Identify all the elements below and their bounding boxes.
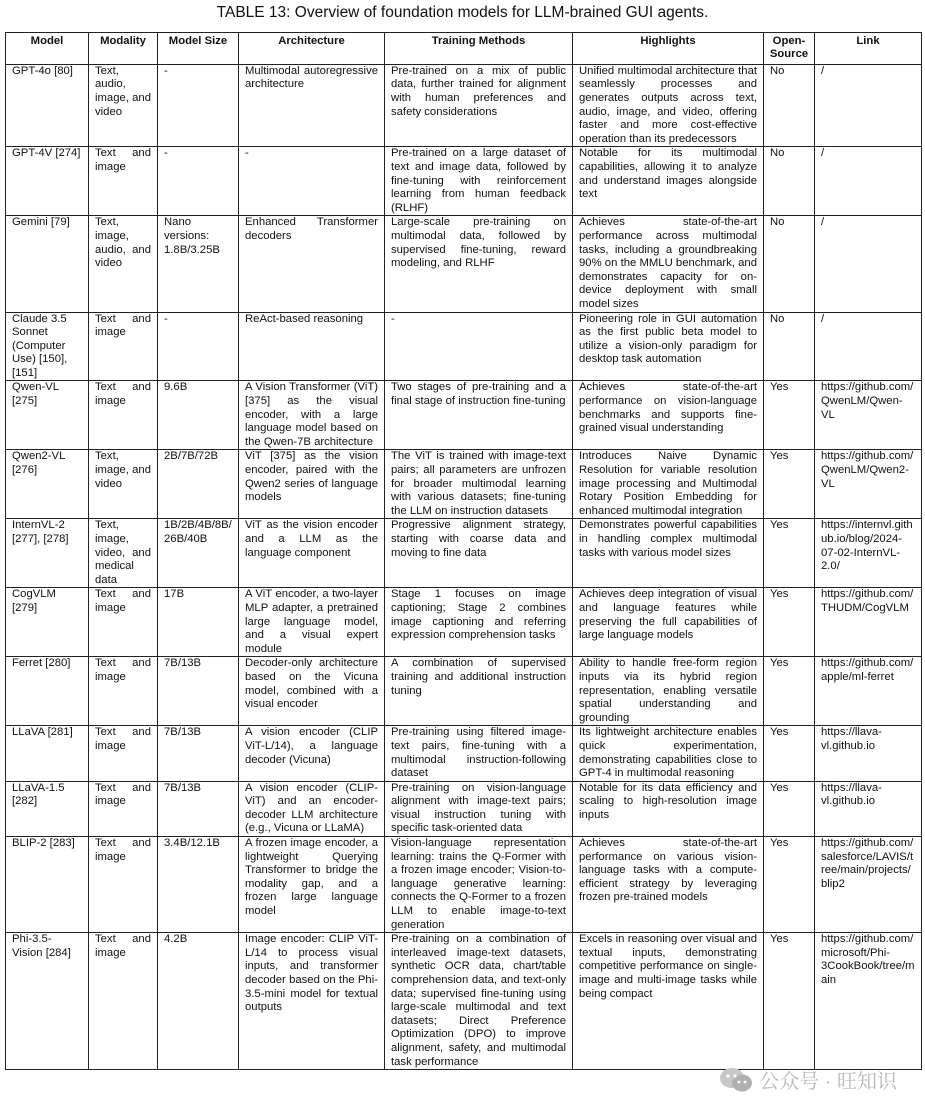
table-row <box>6 726 922 781</box>
training-methods-cell: - <box>385 312 573 381</box>
model-size-cell: 2B/7B/72B <box>158 450 239 519</box>
column-header-open-source: Open-Source <box>764 33 815 65</box>
architecture-cell: ReAct-based reasoning <box>239 312 385 381</box>
training-methods-cell: The ViT is trained with image-text pairs; all parameters are unfrozen for broader multimodal learning with various datasets; fine-tuning the LLM on instruction datasets <box>385 450 573 519</box>
training-methods-cell: Vision-language representation learning: trains the Q-Former with a frozen image encoder; Vision-to-language generative learning: connects the Q-Former to a frozen LLM to enable image-to-text generation <box>385 837 573 933</box>
table-row <box>6 588 922 657</box>
model-cell: Qwen-VL [275] <box>6 381 89 450</box>
model-size-cell: - <box>158 64 239 147</box>
table-row <box>6 147 922 216</box>
model-cell: GPT-4V [274] <box>6 147 89 216</box>
architecture-cell: Enhanced Transformer decoders <box>239 216 385 312</box>
model-cell: CogVLM [279] <box>6 588 89 657</box>
model-cell: InternVL-2 [277], [278] <box>6 519 89 588</box>
column-header-model-size: Model Size <box>158 33 239 65</box>
link-cell[interactable]: https://github.com/apple/ml-ferret <box>815 657 922 726</box>
architecture-cell: ViT as the vision encoder and a LLM as the language component <box>239 519 385 588</box>
watermark <box>719 1065 897 1094</box>
modality-cell: Text and image <box>89 312 158 381</box>
model-cell: Phi-3.5-Vision [284] <box>6 933 89 1070</box>
column-header-training-methods: Training Methods <box>385 33 573 65</box>
training-methods-cell: Pre-trained on a large dataset of text and image data, followed by fine-tuning with reinforcement learning from human feedback (RLHF) <box>385 147 573 216</box>
table-row <box>6 64 922 147</box>
model-size-cell: 4.2B <box>158 933 239 1070</box>
highlights-cell: Unified multimodal architecture that seamlessly processes and generates outputs across text, audio, image, and video, offering faster and more cost-effective operation than its predecessors <box>573 64 764 147</box>
header-row <box>6 33 922 65</box>
open-source-cell: Yes <box>764 657 815 726</box>
highlights-cell: Achieves state-of-the-art performance on vision-language benchmarks and supports fine-grained visual understanding <box>573 381 764 450</box>
link-cell: / <box>815 147 922 216</box>
table-caption: TABLE 13: Overview of foundation models for LLM-brained GUI agents. <box>216 4 709 21</box>
highlights-cell: Pioneering role in GUI automation as the first public beta model to utilize a vision-only paradigm for desktop task automation <box>573 312 764 381</box>
training-methods-cell: Pre-training using filtered image-text pairs, fine-tuning with a multimodal instruction-following dataset <box>385 726 573 781</box>
open-source-cell: Yes <box>764 588 815 657</box>
model-size-cell: 1B/2B/4B/8B/26B/40B <box>158 519 239 588</box>
model-cell: GPT-4o [80] <box>6 64 89 147</box>
open-source-cell: No <box>764 312 815 381</box>
highlights-cell: Achieves state-of-the-art performance on various vision-language tasks with a compute-efficient strategy by leveraging frozen pre-trained models <box>573 837 764 933</box>
table-row <box>6 381 922 450</box>
open-source-cell: Yes <box>764 726 815 781</box>
table-row <box>6 933 922 1070</box>
modality-cell: Text and image <box>89 837 158 933</box>
open-source-cell: Yes <box>764 450 815 519</box>
modality-cell: Text and image <box>89 381 158 450</box>
foundation-models-table <box>5 32 922 1070</box>
highlights-cell: Ability to handle free-form region inputs via its hybrid region representation, enabling versatile spatial understanding and grounding <box>573 657 764 726</box>
table-row <box>6 216 922 312</box>
architecture-cell: A ViT encoder, a two-layer MLP adapter, a pretrained large language model, and a visual expert module <box>239 588 385 657</box>
modality-cell: Text and image <box>89 147 158 216</box>
model-cell: Gemini [79] <box>6 216 89 312</box>
model-size-cell: 7B/13B <box>158 726 239 781</box>
architecture-cell: - <box>239 147 385 216</box>
table-row <box>6 450 922 519</box>
model-size-cell: Nano versions: 1.8B/3.25B <box>158 216 239 312</box>
wechat-icon <box>719 1067 753 1093</box>
link-cell[interactable]: https://github.com/QwenLM/Qwen2-VL <box>815 450 922 519</box>
model-size-cell: 7B/13B <box>158 657 239 726</box>
table-row <box>6 519 922 588</box>
link-cell: / <box>815 312 922 381</box>
architecture-cell: Multimodal autoregressive architecture <box>239 64 385 147</box>
architecture-cell: A vision encoder (CLIP-ViT) and an encoder-decoder LLM architecture (e.g., Vicuna or LLaMA) <box>239 781 385 836</box>
training-methods-cell: Pre-trained on a mix of public data, further trained for alignment with human preferences and safety considerations <box>385 64 573 147</box>
column-header-highlights: Highlights <box>573 33 764 65</box>
modality-cell: Text, image, audio, and video <box>89 216 158 312</box>
model-cell: LLaVA-1.5 [282] <box>6 781 89 836</box>
highlights-cell: Excels in reasoning over visual and textual inputs, demonstrating competitive performance on single-image and multi-image tasks while being compact <box>573 933 764 1070</box>
open-source-cell: Yes <box>764 837 815 933</box>
watermark-text: 公众号 · 旺知识 <box>759 1071 897 1093</box>
architecture-cell: A Vision Transformer (ViT) [375] as the visual encoder, with a large language model based on the Qwen-7B architecture <box>239 381 385 450</box>
open-source-cell: No <box>764 216 815 312</box>
architecture-cell: Image encoder: CLIP ViT-L/14 to process visual inputs, and transformer decoder based on the Phi-3.5-mini model for textual outputs <box>239 933 385 1070</box>
highlights-cell: Achieves deep integration of visual and language features while preserving the full capabilities of large language models <box>573 588 764 657</box>
modality-cell: Text and image <box>89 588 158 657</box>
highlights-cell: Achieves state-of-the-art performance across multimodal tasks, including a groundbreaking 90% on the MMLU benchmark, and demonstrates capacity for on-device deployment with small model sizes <box>573 216 764 312</box>
modality-cell: Text, image, video, and medical data <box>89 519 158 588</box>
training-methods-cell: Pre-training on vision-language alignment with image-text pairs; visual instruction tuning with specific task-oriented data <box>385 781 573 836</box>
column-header-model: Model <box>6 33 89 65</box>
link-cell: / <box>815 64 922 147</box>
column-header-modality: Modality <box>89 33 158 65</box>
modality-cell: Text, image, and video <box>89 450 158 519</box>
open-source-cell: No <box>764 147 815 216</box>
link-cell[interactable]: https://github.com/salesforce/LAVIS/tree/main/projects/blip2 <box>815 837 922 933</box>
table-row <box>6 312 922 381</box>
link-cell[interactable]: https://github.com/microsoft/Phi-3CookBook/tree/main <box>815 933 922 1070</box>
model-cell: Ferret [280] <box>6 657 89 726</box>
link-cell[interactable]: https://llava-vl.github.io <box>815 726 922 781</box>
model-cell: BLIP-2 [283] <box>6 837 89 933</box>
model-cell: Claude 3.5 Sonnet (Computer Use) [150], [151] <box>6 312 89 381</box>
highlights-cell: Its lightweight architecture enables quick experimentation, demonstrating capabilities close to GPT-4 in multimodal reasoning <box>573 726 764 781</box>
architecture-cell: A vision encoder (CLIP ViT-L/14), a language decoder (Vicuna) <box>239 726 385 781</box>
link-cell[interactable]: https://llava-vl.github.io <box>815 781 922 836</box>
highlights-cell: Notable for its data efficiency and scaling to high-resolution image inputs <box>573 781 764 836</box>
modality-cell: Text and image <box>89 726 158 781</box>
training-methods-cell: Stage 1 focuses on image captioning; Stage 2 combines image captioning and referring expression comprehension tasks <box>385 588 573 657</box>
open-source-cell: No <box>764 64 815 147</box>
model-cell: Qwen2-VL [276] <box>6 450 89 519</box>
table-row <box>6 657 922 726</box>
training-methods-cell: Progressive alignment strategy, starting with coarse data and moving to fine data <box>385 519 573 588</box>
model-size-cell: 9.6B <box>158 381 239 450</box>
model-cell: LLaVA [281] <box>6 726 89 781</box>
model-size-cell: 7B/13B <box>158 781 239 836</box>
training-methods-cell: Two stages of pre-training and a final stage of instruction fine-tuning <box>385 381 573 450</box>
architecture-cell: Decoder-only architecture based on the Vicuna model, combined with a visual encoder <box>239 657 385 726</box>
table-row <box>6 837 922 933</box>
architecture-cell: A frozen image encoder, a lightweight Querying Transformer to bridge the modality gap, and a frozen large language model <box>239 837 385 933</box>
table-row <box>6 781 922 836</box>
link-cell[interactable]: https://github.com/QwenLM/Qwen-VL <box>815 381 922 450</box>
modality-cell: Text and image <box>89 781 158 836</box>
architecture-cell: ViT [375] as the vision encoder, paired with the Qwen2 series of language models <box>239 450 385 519</box>
highlights-cell: Introduces Naive Dynamic Resolution for variable resolution image processing and Multimodal Rotary Position Embedding for enhanced multimodal integration <box>573 450 764 519</box>
modality-cell: Text, audio, image, and video <box>89 64 158 147</box>
model-size-cell: - <box>158 312 239 381</box>
modality-cell: Text and image <box>89 933 158 1070</box>
training-methods-cell: Pre-training on a combination of interleaved image-text datasets, synthetic OCR data, chart/table comprehension data, and text-only data; supervised fine-tuning using large-scale multimodal and text datasets; Direct Preference Optimization (DPO) to improve alignment, safety, and multimodal task performance <box>385 933 573 1070</box>
model-size-cell: 3.4B/12.1B <box>158 837 239 933</box>
open-source-cell: Yes <box>764 519 815 588</box>
training-methods-cell: Large-scale pre-training on multimodal data, followed by supervised fine-tuning, reward modeling, and RLHF <box>385 216 573 312</box>
column-header-link: Link <box>815 33 922 65</box>
link-cell[interactable]: https://github.com/THUDM/CogVLM <box>815 588 922 657</box>
open-source-cell: Yes <box>764 933 815 1070</box>
highlights-cell: Demonstrates powerful capabilities in handling complex multimodal tasks with various model sizes <box>573 519 764 588</box>
highlights-cell: Notable for its multimodal capabilities, allowing it to analyze and understand images alongside text <box>573 147 764 216</box>
model-size-cell: 17B <box>158 588 239 657</box>
model-size-cell: - <box>158 147 239 216</box>
column-header-architecture: Architecture <box>239 33 385 65</box>
open-source-cell: Yes <box>764 781 815 836</box>
training-methods-cell: A combination of supervised training and additional instruction tuning <box>385 657 573 726</box>
modality-cell: Text and image <box>89 657 158 726</box>
link-cell[interactable]: https://internvl.github.io/blog/2024-07-02-InternVL-2.0/ <box>815 519 922 588</box>
link-cell: / <box>815 216 922 312</box>
open-source-cell: Yes <box>764 381 815 450</box>
